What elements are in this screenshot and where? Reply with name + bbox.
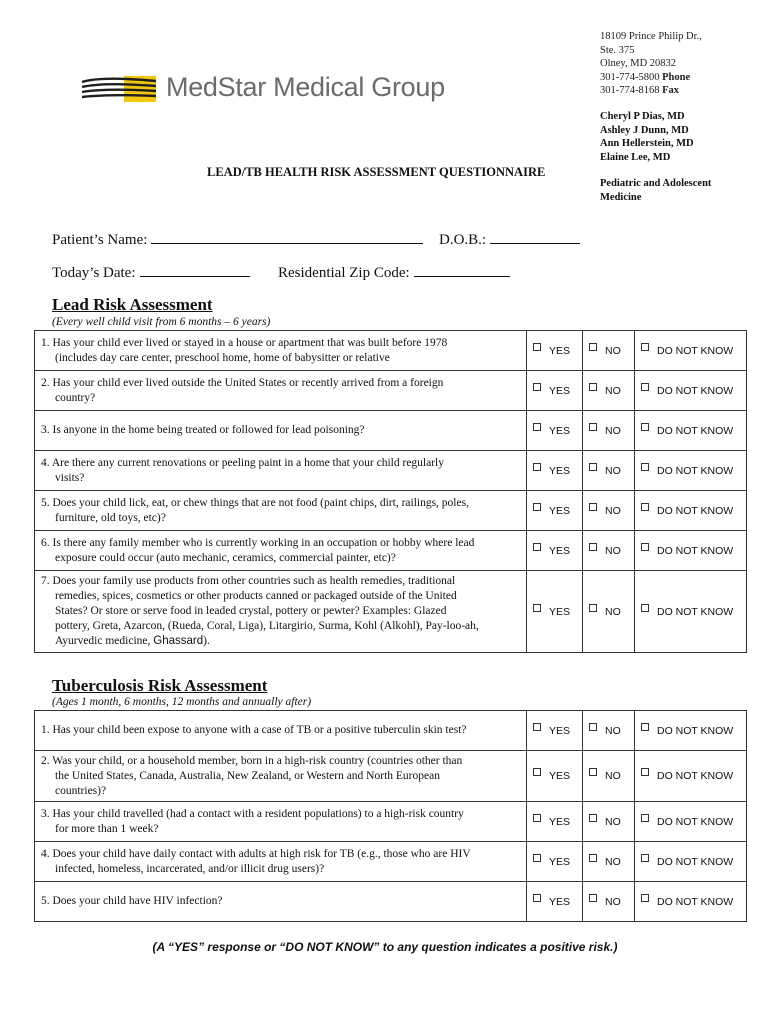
answer-yes[interactable]: YES — [527, 882, 583, 922]
checkbox-icon[interactable] — [533, 768, 541, 776]
checkbox-icon[interactable] — [641, 894, 649, 902]
answer-no[interactable]: NO — [583, 531, 635, 571]
answer-no[interactable]: NO — [583, 371, 635, 411]
answer-yes[interactable]: YES — [527, 842, 583, 882]
checkbox-icon[interactable] — [641, 463, 649, 471]
checkbox-icon[interactable] — [533, 463, 541, 471]
question-row — [35, 571, 747, 653]
address-line: Ste. 375 — [600, 44, 635, 56]
lead-section-title: Lead Risk Assessment — [52, 295, 213, 314]
checkbox-icon[interactable] — [641, 604, 649, 612]
answer-yes[interactable]: YES — [527, 802, 583, 842]
question-row — [35, 882, 747, 922]
checkbox-icon[interactable] — [589, 383, 597, 391]
question-row — [35, 451, 747, 491]
answer-yes[interactable]: YES — [527, 711, 583, 751]
checkbox-icon[interactable] — [589, 503, 597, 511]
dob-label: D.O.B.: — [439, 232, 487, 248]
question-row — [35, 491, 747, 531]
answer-do-not-know[interactable]: DO NOT KNOW — [635, 371, 747, 411]
question-text: 3. Has your child travelled (had a contact with a resident populations) to a high-risk country for more than 1 week? — [35, 802, 527, 842]
today-date-field[interactable] — [52, 262, 250, 282]
answer-no[interactable]: NO — [583, 411, 635, 451]
answer-no[interactable]: NO — [583, 751, 635, 802]
checkbox-icon[interactable] — [641, 503, 649, 511]
question-text: 4. Are there any current renovations or peeling paint in a home that your child regularly visits? — [35, 451, 527, 491]
checkbox-icon[interactable] — [533, 383, 541, 391]
answer-yes[interactable]: YES — [527, 451, 583, 491]
answer-no[interactable]: NO — [583, 571, 635, 653]
phone-line — [600, 71, 702, 85]
checkbox-icon[interactable] — [589, 423, 597, 431]
checkbox-icon[interactable] — [589, 463, 597, 471]
answer-do-not-know[interactable]: DO NOT KNOW — [635, 491, 747, 531]
question-row — [35, 371, 747, 411]
answer-no[interactable]: NO — [583, 451, 635, 491]
phone-number: 301-774-5800 — [600, 71, 660, 83]
answer-do-not-know[interactable]: DO NOT KNOW — [635, 451, 747, 491]
today-date-label: Today’s Date: — [52, 265, 136, 281]
answer-no[interactable]: NO — [583, 882, 635, 922]
question-text: 4. Does your child have daily contact with adults at high risk for TB (e.g., those who are HIV infected, homeless, incarcerated, and/or illicit drug users)? — [35, 842, 527, 882]
address-line: Olney, MD 20832 — [600, 58, 677, 69]
today-date-line[interactable] — [140, 262, 250, 277]
address-line: 18109 Prince Philip Dr., — [600, 31, 702, 42]
lead-question-table — [34, 330, 747, 653]
answer-yes[interactable]: YES — [527, 571, 583, 653]
logo-text: MedStar Medical Group — [166, 72, 445, 102]
checkbox-icon[interactable] — [533, 854, 541, 862]
checkbox-icon[interactable] — [533, 343, 541, 351]
checkbox-icon[interactable] — [641, 768, 649, 776]
answer-no[interactable]: NO — [583, 711, 635, 751]
question-text: 7. Does your family use products from other countries such as health remedies, traditional remedies, spices, cosmetics or other products canned or packaged outside of the United States? Or store or serve food in leaded crystal, pottery or pewter? Examples: Glazed pottery, Greta, Azarcon, (Rueda, Coral, Liga), Litargirio, Surma, Kohl (Alkohl), Pay-loo-ah, Ayurvedic medicine, Ghassard). — [35, 571, 527, 653]
checkbox-icon[interactable] — [589, 604, 597, 612]
checkbox-icon[interactable] — [589, 854, 597, 862]
checkbox-icon[interactable] — [533, 503, 541, 511]
zip-code-label: Residential Zip Code: — [278, 265, 410, 281]
doctor-name: Cheryl P Dias, MD — [600, 111, 685, 122]
question-row — [35, 411, 747, 451]
question-row — [35, 711, 747, 751]
practice-address — [600, 30, 702, 98]
dob-line[interactable] — [490, 229, 580, 244]
doctor-list — [600, 110, 694, 164]
checkbox-icon[interactable] — [533, 814, 541, 822]
checkbox-icon[interactable] — [641, 723, 649, 731]
answer-yes[interactable]: YES — [527, 411, 583, 451]
checkbox-icon[interactable] — [589, 768, 597, 776]
patient-name-line[interactable] — [151, 229, 423, 244]
answer-do-not-know[interactable]: DO NOT KNOW — [635, 842, 747, 882]
answer-do-not-know[interactable]: DO NOT KNOW — [635, 571, 747, 653]
checkbox-icon[interactable] — [641, 814, 649, 822]
checkbox-icon[interactable] — [641, 343, 649, 351]
checkbox-icon[interactable] — [589, 814, 597, 822]
checkbox-icon[interactable] — [589, 343, 597, 351]
answer-do-not-know[interactable]: DO NOT KNOW — [635, 331, 747, 371]
zip-code-line[interactable] — [414, 262, 510, 277]
practice-specialty: Pediatric and Adolescent Medicine — [600, 178, 712, 203]
checkbox-icon[interactable] — [533, 894, 541, 902]
checkbox-icon[interactable] — [533, 543, 541, 551]
checkbox-icon[interactable] — [533, 604, 541, 612]
question-row — [35, 802, 747, 842]
doctor-name: Ashley J Dunn, MD — [600, 124, 689, 136]
checkbox-icon[interactable] — [641, 423, 649, 431]
checkbox-icon[interactable] — [589, 894, 597, 902]
question-text: 3. Is anyone in the home being treated or followed for lead poisoning? — [35, 411, 527, 451]
checkbox-icon[interactable] — [589, 723, 597, 731]
answer-no[interactable]: NO — [583, 491, 635, 531]
question-row — [35, 531, 747, 571]
question-text: 2. Was your child, or a household member, born in a high-risk country (countries other than the United States, Canada, Australia, New Zealand, or Western and North European countries)? — [35, 751, 527, 802]
question-text: 1. Has your child been expose to anyone with a case of TB or a positive tuberculin skin test? — [35, 711, 527, 751]
checkbox-icon[interactable] — [533, 423, 541, 431]
question-row — [35, 751, 747, 802]
doctor-name: Elaine Lee, MD — [600, 151, 671, 163]
checkbox-icon[interactable] — [641, 383, 649, 391]
answer-do-not-know[interactable]: DO NOT KNOW — [635, 531, 747, 571]
checkbox-icon[interactable] — [641, 854, 649, 862]
document-title: LEAD/TB HEALTH RISK ASSESSMENT QUESTIONNAIRE — [207, 165, 546, 179]
question-text: 6. Is there any family member who is currently working in an occupation or hobby where lead exposure could occur (auto mechanic, ceramics, commercial painter, etc)? — [35, 531, 527, 571]
tb-question-table — [34, 710, 747, 922]
answer-do-not-know[interactable]: DO NOT KNOW — [635, 411, 747, 451]
checkbox-icon[interactable] — [533, 723, 541, 731]
answer-do-not-know[interactable]: DO NOT KNOW — [635, 711, 747, 751]
patient-name-label: Patient’s Name: — [52, 232, 148, 248]
answer-yes[interactable]: YES — [527, 331, 583, 371]
answer-no[interactable]: NO — [583, 802, 635, 842]
question-text: 1. Has your child ever lived or stayed in a house or apartment that was built before 1978 (includes day care center, preschool home, home of babysitter or relative — [35, 331, 527, 371]
answer-yes[interactable]: YES — [527, 491, 583, 531]
answer-do-not-know[interactable]: DO NOT KNOW — [635, 802, 747, 842]
answer-yes[interactable]: YES — [527, 371, 583, 411]
phone-label: Phone — [662, 71, 691, 83]
answer-do-not-know[interactable]: DO NOT KNOW — [635, 751, 747, 802]
checkbox-icon[interactable] — [589, 543, 597, 551]
question-text: 5. Does your child lick, eat, or chew things that are not food (paint chips, dirt, railings, poles, furniture, old toys, etc)? — [35, 491, 527, 531]
answer-do-not-know[interactable]: DO NOT KNOW — [635, 882, 747, 922]
tb-section-title: Tuberculosis Risk Assessment — [52, 676, 268, 695]
fax-number: 301-774-8168 — [600, 85, 660, 96]
answer-yes[interactable]: YES — [527, 531, 583, 571]
patient-name-field[interactable] — [52, 229, 423, 249]
fax-label: Fax — [662, 85, 680, 96]
tb-section-subtitle: (Ages 1 month, 6 months, 12 months and annually after) — [52, 696, 312, 708]
question-text: 5. Does your child have HIV infection? — [35, 882, 527, 922]
doctor-name: Ann Hellerstein, MD — [600, 138, 694, 149]
zip-code-field[interactable] — [278, 262, 510, 282]
checkbox-icon[interactable] — [641, 543, 649, 551]
question-row — [35, 331, 747, 371]
answer-no[interactable]: NO — [583, 842, 635, 882]
medstar-logo-icon — [80, 74, 158, 104]
lead-section-subtitle: (Every well child visit from 6 months – 6 years) — [52, 316, 271, 328]
fax-line — [600, 84, 702, 98]
answer-yes[interactable]: YES — [527, 751, 583, 802]
answer-no[interactable]: NO — [583, 331, 635, 371]
question-text: 2. Has your child ever lived outside the United States or recently arrived from a foreign country? — [35, 371, 527, 411]
positive-risk-note: (A “YES” response or “DO NOT KNOW” to any question indicates a positive risk.) — [152, 940, 618, 954]
question-row — [35, 842, 747, 882]
dob-field[interactable] — [439, 229, 580, 249]
